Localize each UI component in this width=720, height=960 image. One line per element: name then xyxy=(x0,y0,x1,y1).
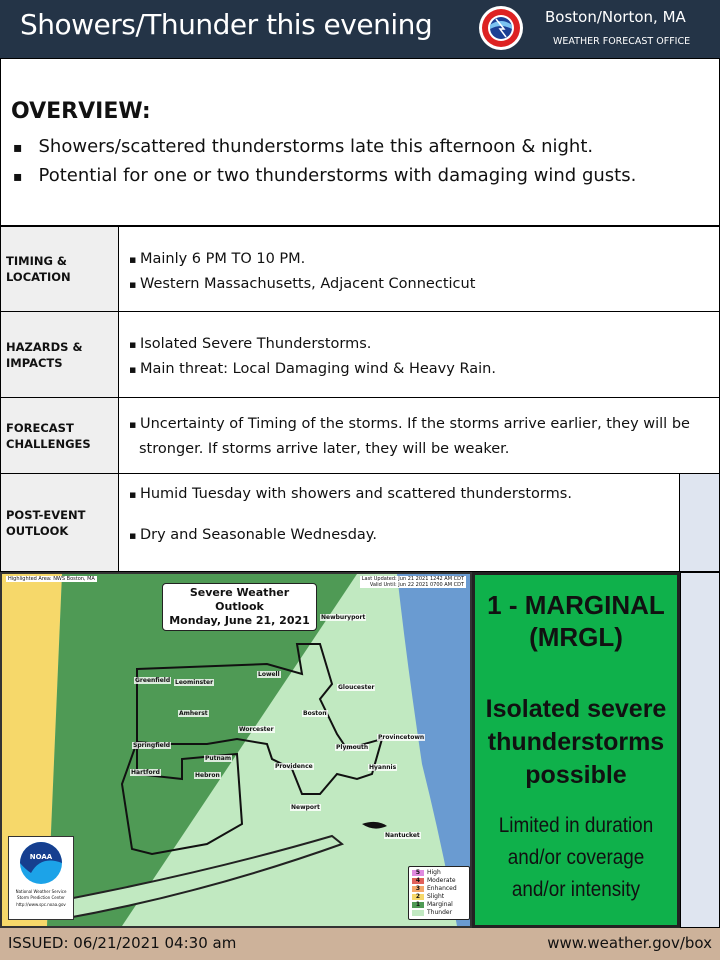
map-legend xyxy=(408,866,470,920)
legend-label: Slight xyxy=(427,893,445,900)
legend-item xyxy=(412,885,466,893)
legend-label: Enhanced xyxy=(427,885,457,892)
city-label: Putnam xyxy=(205,755,232,762)
risk-abbr: (MRGL) xyxy=(529,622,623,652)
city-label: Greenfield xyxy=(135,677,171,684)
city-label: Hebron xyxy=(195,772,220,779)
noaa-line: Storm Prediction Center xyxy=(17,895,65,900)
risk-panel xyxy=(472,572,680,928)
row-timing-location xyxy=(0,226,720,312)
city-label: Newburyport xyxy=(321,614,366,621)
city-label: Provincetown xyxy=(378,734,425,741)
overview-heading: OVERVIEW: xyxy=(11,99,151,124)
city-label: Springfield xyxy=(133,742,171,749)
risk-note: Limited in duration and/or coverage and/or intensity xyxy=(498,814,654,901)
svg-text:NOAA: NOAA xyxy=(29,853,53,861)
city-label: Leominster xyxy=(175,679,214,686)
website-link[interactable]: www.weather.gov/box xyxy=(547,934,712,952)
nws-logo-icon xyxy=(478,5,524,51)
risk-level: 1 - MARGINAL xyxy=(487,590,665,620)
noaa-line: National Weather Service xyxy=(15,889,67,894)
row-item: ▪ Main threat: Local Damaging wind & Heavy Rain. xyxy=(129,357,496,382)
row-content xyxy=(129,247,475,297)
map-valid: Valid Until: Jun 22 2021 0700 AM CDT xyxy=(369,582,464,588)
legend-item xyxy=(412,901,466,909)
legend-item xyxy=(412,877,466,885)
legend-label: Thunder xyxy=(427,909,453,916)
city-label: Plymouth xyxy=(336,744,369,751)
row-hazards-impacts xyxy=(0,312,720,398)
row-item: ▪ Isolated Severe Thunderstorms. xyxy=(129,332,496,357)
row-item: ▪ Humid Tuesday with showers and scattered thunderstorms. xyxy=(129,480,572,509)
overview-section xyxy=(0,58,720,226)
map-highlight-text: Highlighted Area: NWS Boston, MA xyxy=(8,576,95,582)
city-label: Worcester xyxy=(239,726,274,733)
page-title: Showers/Thunder this evening xyxy=(20,8,433,41)
city-label: Hartford xyxy=(131,769,160,776)
legend-swatch: 5 xyxy=(412,870,424,876)
legend-label: Marginal xyxy=(427,901,453,908)
overview-bullet: ▪ Potential for one or two thunderstorms with damaging wind gusts. xyxy=(13,162,636,191)
legend-swatch: 4 xyxy=(412,878,424,884)
legend-swatch: 2 xyxy=(412,894,424,900)
noaa-logo-icon xyxy=(19,841,63,885)
row-item: ▪ Uncertainty of Timing of the storms. If the storms arrive earlier, they will be stronger. If storms arrive later, they will be weaker. xyxy=(139,412,704,461)
side-cell xyxy=(679,474,719,571)
noaa-logo-box xyxy=(8,836,74,920)
city-label: Lowell xyxy=(258,671,280,678)
city-label: Newport xyxy=(291,804,320,811)
map-update-info xyxy=(360,576,466,588)
row-label: POST-EVENT OUTLOOK xyxy=(1,474,119,571)
legend-label: High xyxy=(427,869,441,876)
row-content xyxy=(129,332,496,382)
legend-label: Moderate xyxy=(427,877,456,884)
legend-swatch: 1 xyxy=(412,902,424,908)
row-label: TIMING & LOCATION xyxy=(1,227,119,311)
overview-bullet: ▪ Showers/scattered thunderstorms late this afternoon & night. xyxy=(13,133,636,162)
city-label: Hyannis xyxy=(369,764,397,771)
row-item: ▪ Mainly 6 PM TO 10 PM. xyxy=(129,247,475,272)
row-item: ▪ Dry and Seasonable Wednesday. xyxy=(129,521,572,550)
city-label: Boston xyxy=(303,710,327,717)
footer xyxy=(0,928,720,960)
city-label: Nantucket xyxy=(385,832,420,839)
row-item: ▪ Western Massachusetts, Adjacent Connecticut xyxy=(129,272,475,297)
row-content xyxy=(129,480,572,550)
side-cell xyxy=(680,572,720,928)
office-name: Boston/Norton, MA xyxy=(545,8,686,26)
legend-item xyxy=(412,869,466,877)
header xyxy=(0,0,720,58)
city-label: Amherst xyxy=(179,710,208,717)
row-content xyxy=(129,412,704,461)
legend-item xyxy=(412,909,466,917)
map-title-box xyxy=(162,583,317,631)
map-updated: Last Updated: Jun 21 2021 1242 AM CDT xyxy=(361,576,464,582)
row-post-event-outlook xyxy=(0,474,720,572)
issued-time: ISSUED: 06/21/2021 04:30 am xyxy=(8,934,237,952)
office-subtitle: WEATHER FORECAST OFFICE xyxy=(553,36,691,47)
noaa-line: http://www.spc.noaa.gov xyxy=(16,902,66,907)
legend-swatch: 3 xyxy=(412,886,424,892)
row-label: HAZARDS & IMPACTS xyxy=(1,312,119,397)
risk-description: Isolated severe thunderstorms possible xyxy=(485,695,667,789)
row-forecast-challenges xyxy=(0,398,720,474)
city-label: Providence xyxy=(275,763,313,770)
severe-outlook-map xyxy=(0,572,472,928)
city-label: Gloucester xyxy=(338,684,375,691)
legend-item xyxy=(412,893,466,901)
map-date: Monday, June 21, 2021 xyxy=(169,614,310,627)
map-title: Severe Weather Outlook xyxy=(189,586,290,613)
legend-swatch xyxy=(412,910,424,916)
row-label: FORECAST CHALLENGES xyxy=(1,398,119,473)
